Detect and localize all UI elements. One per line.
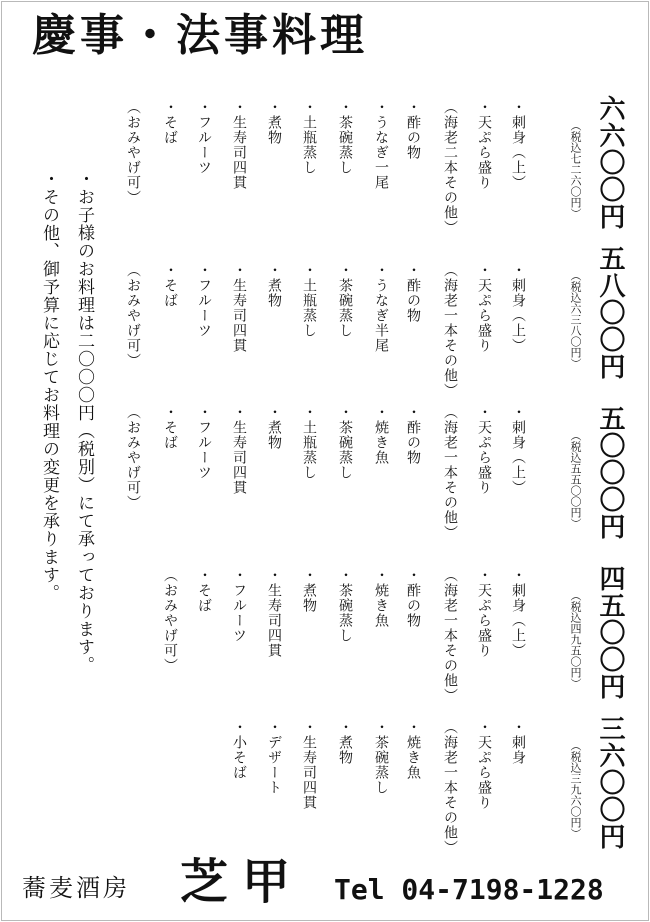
course-item: ・デザート [266, 720, 282, 795]
course-item: ・フルーツ [231, 568, 247, 643]
course-item: ・うなぎ一尾 [373, 100, 389, 190]
course-item: ・刺身（上） [510, 568, 526, 658]
course-item: ・酢の物 [405, 405, 421, 465]
phone-number: Tel 04-7198-1228 [334, 873, 604, 906]
course-item: ・そば [162, 100, 178, 145]
course-item: ・土瓶蒸し [301, 405, 317, 480]
course-item: （おみやげ可） [125, 100, 141, 205]
course-tax-price: （税込七二六〇円） [569, 120, 582, 219]
shop-logo: 芝甲 [180, 854, 305, 910]
course-item: ・刺身（上） [510, 263, 526, 353]
course-item: ・うなぎ半尾 [373, 263, 389, 353]
course-item: （おみやげ可） [125, 263, 141, 368]
course-item: （おみやげ可） [162, 568, 178, 673]
course-item: ・酢の物 [405, 100, 421, 160]
course-price: 五八〇〇円 [595, 245, 625, 380]
course-item: ・フルーツ [196, 263, 212, 338]
course-item: ・煮物 [266, 100, 282, 145]
course-item: ・焼き魚 [373, 405, 389, 465]
course-item: ・焼き魚 [405, 720, 421, 780]
course-item: ・煮物 [301, 568, 317, 613]
course-tax-price: （税込三九六〇円） [569, 740, 582, 839]
course-item: ・そば [162, 405, 178, 450]
course-item: ・酢の物 [405, 568, 421, 628]
course-tax-price: （税込五五〇〇円） [569, 430, 582, 529]
course-item: ・そば [162, 263, 178, 308]
course-item: ・煮物 [337, 720, 353, 765]
course-item: ・刺身（上） [510, 405, 526, 495]
page-title: 慶事・法事料理 [32, 10, 368, 61]
course-item: ・茶碗蒸し [337, 263, 353, 338]
course-item: （海老一本その他） [442, 720, 458, 855]
course-item: ・フルーツ [196, 100, 212, 175]
course-item: ・天ぷら盛り [476, 720, 492, 810]
course-item: ・茶碗蒸し [337, 568, 353, 643]
course-item: ・フルーツ [196, 405, 212, 480]
note-budget: ・その他、御予算に応じてお料理の変更を承ります。 [39, 170, 59, 602]
course-tax-price: （税込四九五〇円） [569, 590, 582, 689]
course-item: ・土瓶蒸し [301, 100, 317, 175]
course-price: 四五〇〇円 [595, 565, 625, 700]
course-item: ・生寿司四貫 [266, 568, 282, 658]
course-price: 六六〇〇円 [595, 95, 625, 230]
course-item: ・生寿司四貫 [231, 100, 247, 190]
course-item: （おみやげ可） [125, 405, 141, 510]
course-item: ・小そば [231, 720, 247, 780]
note-children: ・お子様のお料理は二〇〇〇円（税別）にて承っております。 [74, 170, 94, 674]
course-item: ・煮物 [266, 405, 282, 450]
menu-border [1, 1, 649, 921]
course-item: ・天ぷら盛り [476, 100, 492, 190]
course-item: ・茶碗蒸し [337, 405, 353, 480]
course-item: ・生寿司四貫 [231, 405, 247, 495]
course-item: ・天ぷら盛り [476, 568, 492, 658]
course-tax-price: （税込六三八〇円） [569, 270, 582, 369]
course-item: ・土瓶蒸し [301, 263, 317, 338]
course-item: ・煮物 [266, 263, 282, 308]
course-item: ・茶碗蒸し [373, 720, 389, 795]
course-item: ・茶碗蒸し [337, 100, 353, 175]
course-price: 三六〇〇円 [595, 715, 625, 850]
course-item: （海老二本その他） [442, 100, 458, 235]
course-item: ・刺身 [510, 720, 526, 765]
course-item: ・刺身（上） [510, 100, 526, 190]
course-item: （海老一本その他） [442, 263, 458, 398]
course-item: （海老一本その他） [442, 405, 458, 540]
course-item: （海老一本その他） [442, 568, 458, 703]
shop-type: 蕎麦酒房 [22, 874, 130, 902]
course-item: ・焼き魚 [373, 568, 389, 628]
course-item: ・生寿司四貫 [301, 720, 317, 810]
course-item: ・そば [196, 568, 212, 613]
course-item: ・天ぷら盛り [476, 405, 492, 495]
course-item: ・酢の物 [405, 263, 421, 323]
course-item: ・天ぷら盛り [476, 263, 492, 353]
course-price: 五〇〇〇円 [595, 405, 625, 540]
course-item: ・生寿司四貫 [231, 263, 247, 353]
